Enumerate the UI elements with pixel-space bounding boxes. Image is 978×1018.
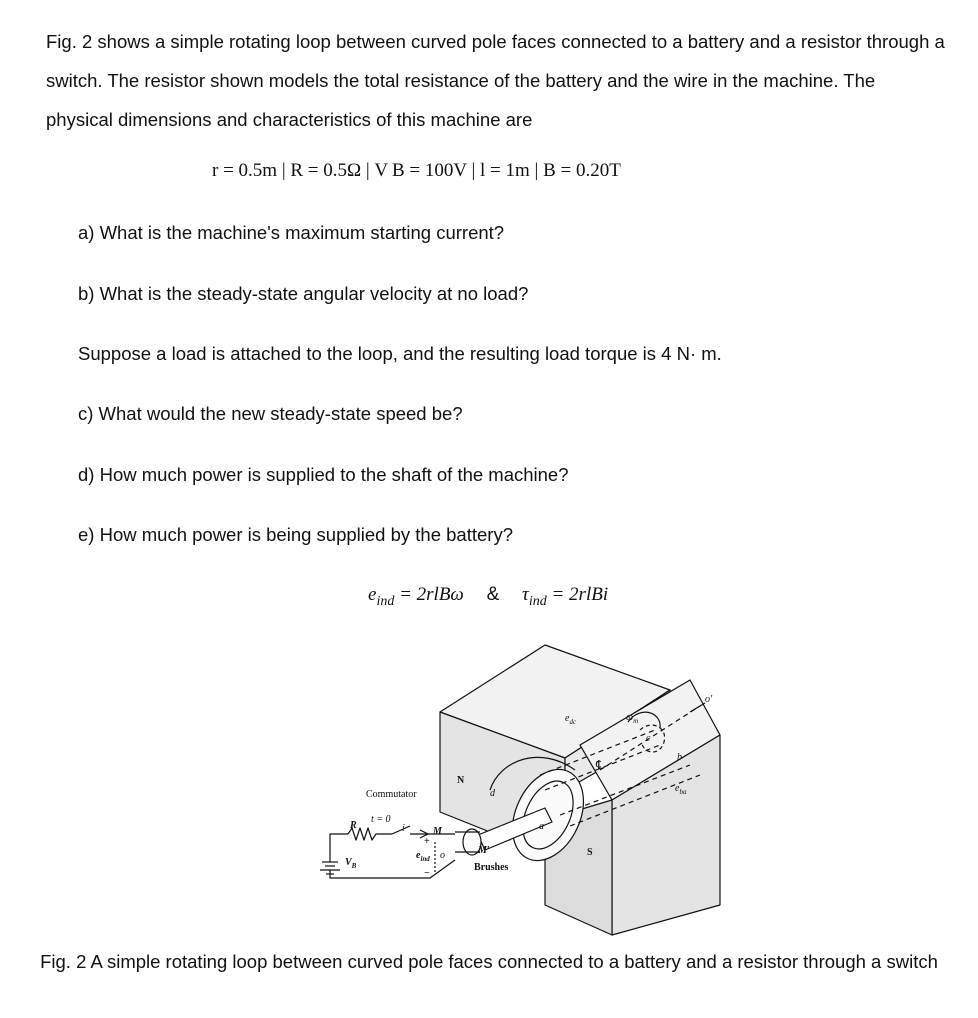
label-c: c [646,733,651,744]
question-c: c) What would the new steady-state speed be? [78,403,463,424]
label-south: S [587,847,593,858]
label-eind-sub: ind [420,855,430,863]
label-minus: − [424,868,430,879]
parameter-line: r = 0.5m | R = 0.5Ω | V B = 100V | l = 1m | B = 0.20T [212,160,621,181]
question-e: e) How much power is being supplied by the battery? [78,524,513,545]
label-i: i [402,823,405,834]
formula-t-rhs: = 2rlBi [546,584,609,605]
label-VB [345,857,356,870]
formula-e-lhs: e [368,584,377,605]
figure-caption: Fig. 2 A simple rotating loop between curved pole faces connected to a battery and a resistor through a switch [40,951,938,972]
label-edc [565,713,576,726]
label-eind [416,850,430,863]
label-wm-main: ω [626,712,634,723]
label-d: d [490,788,495,799]
formula-e-rhs: = 2rlBω [394,584,464,605]
label-VB-main: V [345,857,352,868]
formula-e-sub: ind [376,593,395,609]
label-o: o [440,850,445,861]
label-wm-sub: m [633,717,639,725]
label-edc-main: e [565,713,570,724]
label-Mprime: M′ [478,845,490,856]
label-eba-main: e [675,783,680,794]
label-R: R [350,820,357,831]
label-commutator: Commutator [366,789,417,800]
switch-blade [392,826,410,834]
label-plus: + [424,836,430,847]
label-eba [675,783,686,796]
question-a: a) What is the machine's maximum starting current? [78,222,505,243]
formula-t-sub: ind [528,593,547,609]
question-d: d) How much power is supplied to the shaft of the machine? [78,464,569,485]
label-b: b [677,752,682,763]
label-centerline: ℄ [596,758,604,772]
label-VB-sub: B [351,862,357,870]
formula-t-lhs: τ [522,584,529,605]
label-edc-sub: dc [569,718,577,726]
label-M: M [433,826,442,837]
label-oprime: o′ [705,694,713,705]
label-brushes: Brushes [474,862,509,873]
label-a: a [539,821,544,832]
label-eind-main: e [416,850,421,861]
intro-paragraph: Fig. 2 shows a simple rotating loop between curved pole faces connected to a battery and a resistor through a switch. The resistor shown models the total resistance of the battery and the wire in the machine. The physical dimensions and characteristics of this machine are [46,31,945,130]
label-eba-sub: ba [679,788,687,796]
load-note: Suppose a load is attached to the loop, and the resulting load torque is 4 N· m. [78,343,722,364]
label-wm [626,712,638,725]
label-t0: t = 0 [371,814,391,825]
label-north: N [457,775,465,786]
formula-ampersand: & [486,584,500,605]
question-b: b) What is the steady-state angular velocity at no load? [78,283,529,304]
